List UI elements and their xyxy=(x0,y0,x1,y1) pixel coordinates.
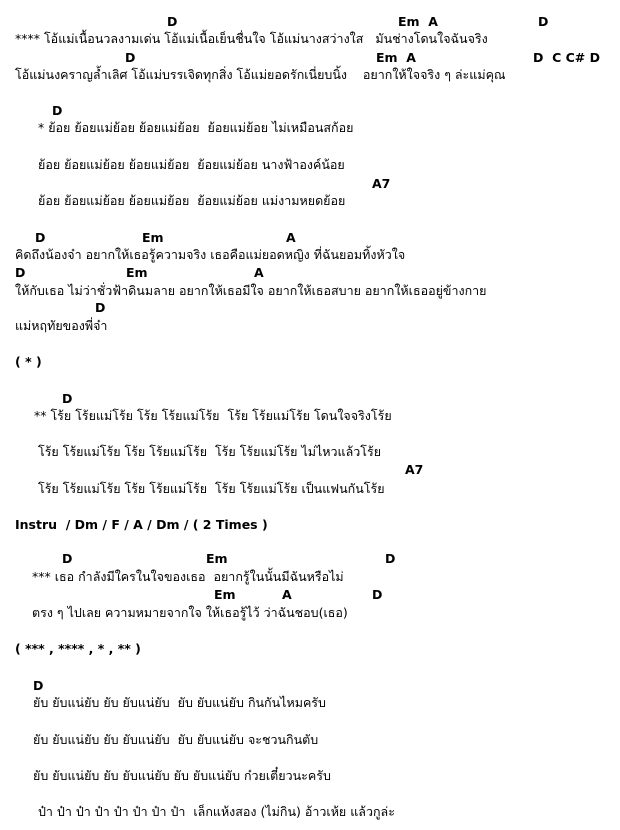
chord-label: D xyxy=(15,265,26,280)
chord-label: A xyxy=(282,587,292,602)
chord-label: D xyxy=(538,14,549,29)
chord-label: D C C# D xyxy=(533,50,600,65)
chord-label: D xyxy=(35,230,46,245)
lyric-line: ยับ ยับแน่ยับ ยับ ยับแน่ยับ ยับ ยับแน่ยับ ก๋วยเตี๋ยวนะครับ xyxy=(33,768,331,783)
lyric-line: ย้อย ย้อยแม่ย้อย ย้อยแม่ย้อย ย้อยแม่ย้อย แม่งามหยดย้อย xyxy=(38,193,346,208)
chord-label: D xyxy=(167,14,178,29)
chord-label: Em A xyxy=(398,14,438,29)
chord-label: D xyxy=(33,678,44,693)
chord-label: D xyxy=(385,551,396,566)
chord-label: Em xyxy=(126,265,148,280)
chord-label: D xyxy=(372,587,383,602)
chord-label: A7 xyxy=(372,176,391,191)
lyric-line: โอ้แม่นงคราญล้ำเลิศ โอ้แม่บรรเจิดทุกสิ่ง โอ้แม่ยอดรักเนี่ยบนิ้ง อยากให้ใจจริง ๆ ล่ะแม่คุณ xyxy=(15,67,506,82)
lyric-line: *** เธอ กำลังมีใครในใจของเธอ อยากรู้ในนั้นมีฉันหรือไม่ xyxy=(32,569,344,584)
chord-label: Em xyxy=(142,230,164,245)
lyric-line: ตรง ๆ ไปเลย ความหมายจากใจ ให้เธอรู้ไว้ ว่าฉันชอบ(เธอ) xyxy=(32,605,348,620)
chord-label: A xyxy=(254,265,264,280)
lyric-line: โร้ย โร้ยแม่โร้ย โร้ย โร้ยแม่โร้ย โร้ย โร้ยแม่โร้ย เป็นแฟนกันโร้ย xyxy=(38,481,385,496)
chord-label: Em A xyxy=(376,50,416,65)
chord-label: D xyxy=(62,551,73,566)
repeat-marker: ( *** , **** , * , ** ) xyxy=(15,641,141,656)
lyric-line: ยับ ยับแน่ยับ ยับ ยับแน่ยับ ยับ ยับแน่ยับ จะชวนกินตับ xyxy=(33,732,319,747)
chord-label: D xyxy=(95,300,106,315)
chord-label: A xyxy=(286,230,296,245)
lyric-line: ยับ ยับแน่ยับ ยับ ยับแน่ยับ ยับ ยับแน่ยับ กินกันไหมครับ xyxy=(33,695,326,710)
lyric-line: โร้ย โร้ยแม่โร้ย โร้ย โร้ยแม่โร้ย โร้ย โร้ยแม่โร้ย ไม่ไหวแล้วโร้ย xyxy=(38,444,382,459)
chord-label: D xyxy=(125,50,136,65)
lyric-line: **** โอ้แม่เนื้อนวลงามเด่น โอ้แม่เนื้อเย็นชื่นใจ โอ้แม่นางสว่างใส มันช่างโดนใจฉันจริง xyxy=(15,31,488,46)
chord-label: Em xyxy=(206,551,228,566)
lyric-line: ** โร้ย โร้ยแม่โร้ย โร้ย โร้ยแม่โร้ย โร้ย โร้ยแม่โร้ย โดนใจจริงโร้ย xyxy=(34,408,392,423)
repeat-marker: ( * ) xyxy=(15,354,42,369)
lyric-line: ย้อย ย้อยแม่ย้อย ย้อยแม่ย้อย ย้อยแม่ย้อย นางฟ้าองค์น้อย xyxy=(38,157,345,172)
chord-label: D xyxy=(52,103,63,118)
lyric-line: ป๋า ป๋า ป๋า ป๋า ป๋า ป๋า ป๋า ป๋า เล็กแห้งสอง (ไม่กิน) อ้าวเห้ย แล้วกูล่ะ xyxy=(38,804,395,819)
chord-label: D xyxy=(62,391,73,406)
lyric-line: * ย้อย ย้อยแม่ย้อย ย้อยแม่ย้อย ย้อยแม่ย้อย ไม่เหมือนสก้อย xyxy=(38,120,354,135)
chord-label: A7 xyxy=(405,462,424,477)
lyric-line: ให้กับเธอ ไม่ว่าชั่วฟ้าดินมลาย อยากให้เธอมีใจ อยากให้เธอสบาย อยากให้เธออยู่ข้างกาย xyxy=(15,283,487,298)
instrumental-line: Instru / Dm / F / A / Dm / ( 2 Times ) xyxy=(15,517,268,532)
lyric-line: แม่หฤทัยของพี่จ๋า xyxy=(15,318,108,333)
chord-label: Em xyxy=(214,587,236,602)
lyric-line: คิดถึงน้องจ๋า อยากให้เธอรู้ความจริง เธอคือแม่ยอดหญิง ที่ฉันยอมทิ้งหัวใจ xyxy=(15,247,406,262)
